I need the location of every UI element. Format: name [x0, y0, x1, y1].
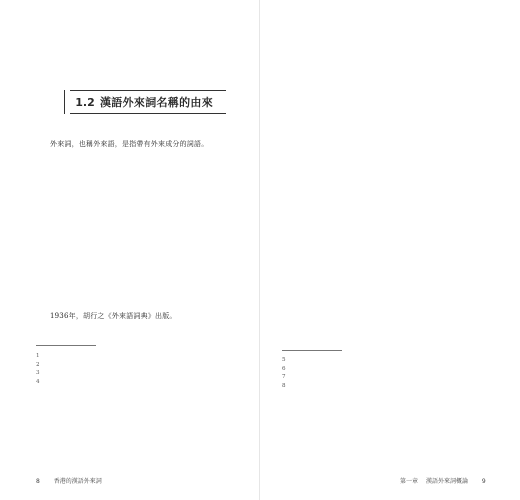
page-number: 9: [481, 478, 486, 485]
footnote: [36, 378, 236, 387]
footnote: [36, 369, 236, 378]
chapter-label: 第一章: [400, 478, 419, 485]
footnote: [282, 365, 494, 374]
footnote-rule: [282, 350, 342, 351]
footnote-number: 8: [282, 382, 286, 389]
section-left-rule: [64, 90, 65, 114]
text-line: 外來詞，也稱外來語，是指帶有外來成分的詞語。: [50, 140, 209, 148]
footnote: [282, 373, 494, 382]
footnote-number: 3: [36, 370, 40, 376]
page-number: 8: [36, 478, 40, 485]
right-page: [260, 0, 520, 500]
section-heading: [70, 90, 226, 114]
footnote-number: 5: [282, 357, 286, 363]
footnote-number: 2: [36, 361, 40, 368]
left-paragraph-1: [36, 138, 236, 152]
text-line: 1936年，胡行之《外來語詞典》出版。: [50, 312, 177, 320]
footnote: [282, 356, 494, 365]
footnote-number: 4: [36, 378, 40, 385]
footnote: [282, 382, 494, 391]
left-footer: [36, 476, 102, 485]
footnote-number: 1: [36, 353, 40, 359]
left-footnotes: [36, 352, 236, 386]
section-number: 1.2: [75, 95, 95, 109]
section-title: 漢語外來詞名稱的由來: [100, 96, 213, 109]
right-paragraph-2: [282, 282, 494, 284]
left-paragraph-2: [36, 310, 236, 324]
footnote: [36, 352, 236, 361]
footnote-number: 6: [282, 365, 286, 372]
footnote-number: 7: [282, 374, 286, 380]
running-title: 漢語外來詞概論: [425, 478, 468, 485]
footnote: [36, 361, 236, 370]
right-footnotes: [282, 356, 494, 390]
footnote-rule: [36, 345, 96, 346]
right-footer: [400, 476, 486, 485]
running-title: 香港的漢語外來詞: [53, 478, 102, 485]
